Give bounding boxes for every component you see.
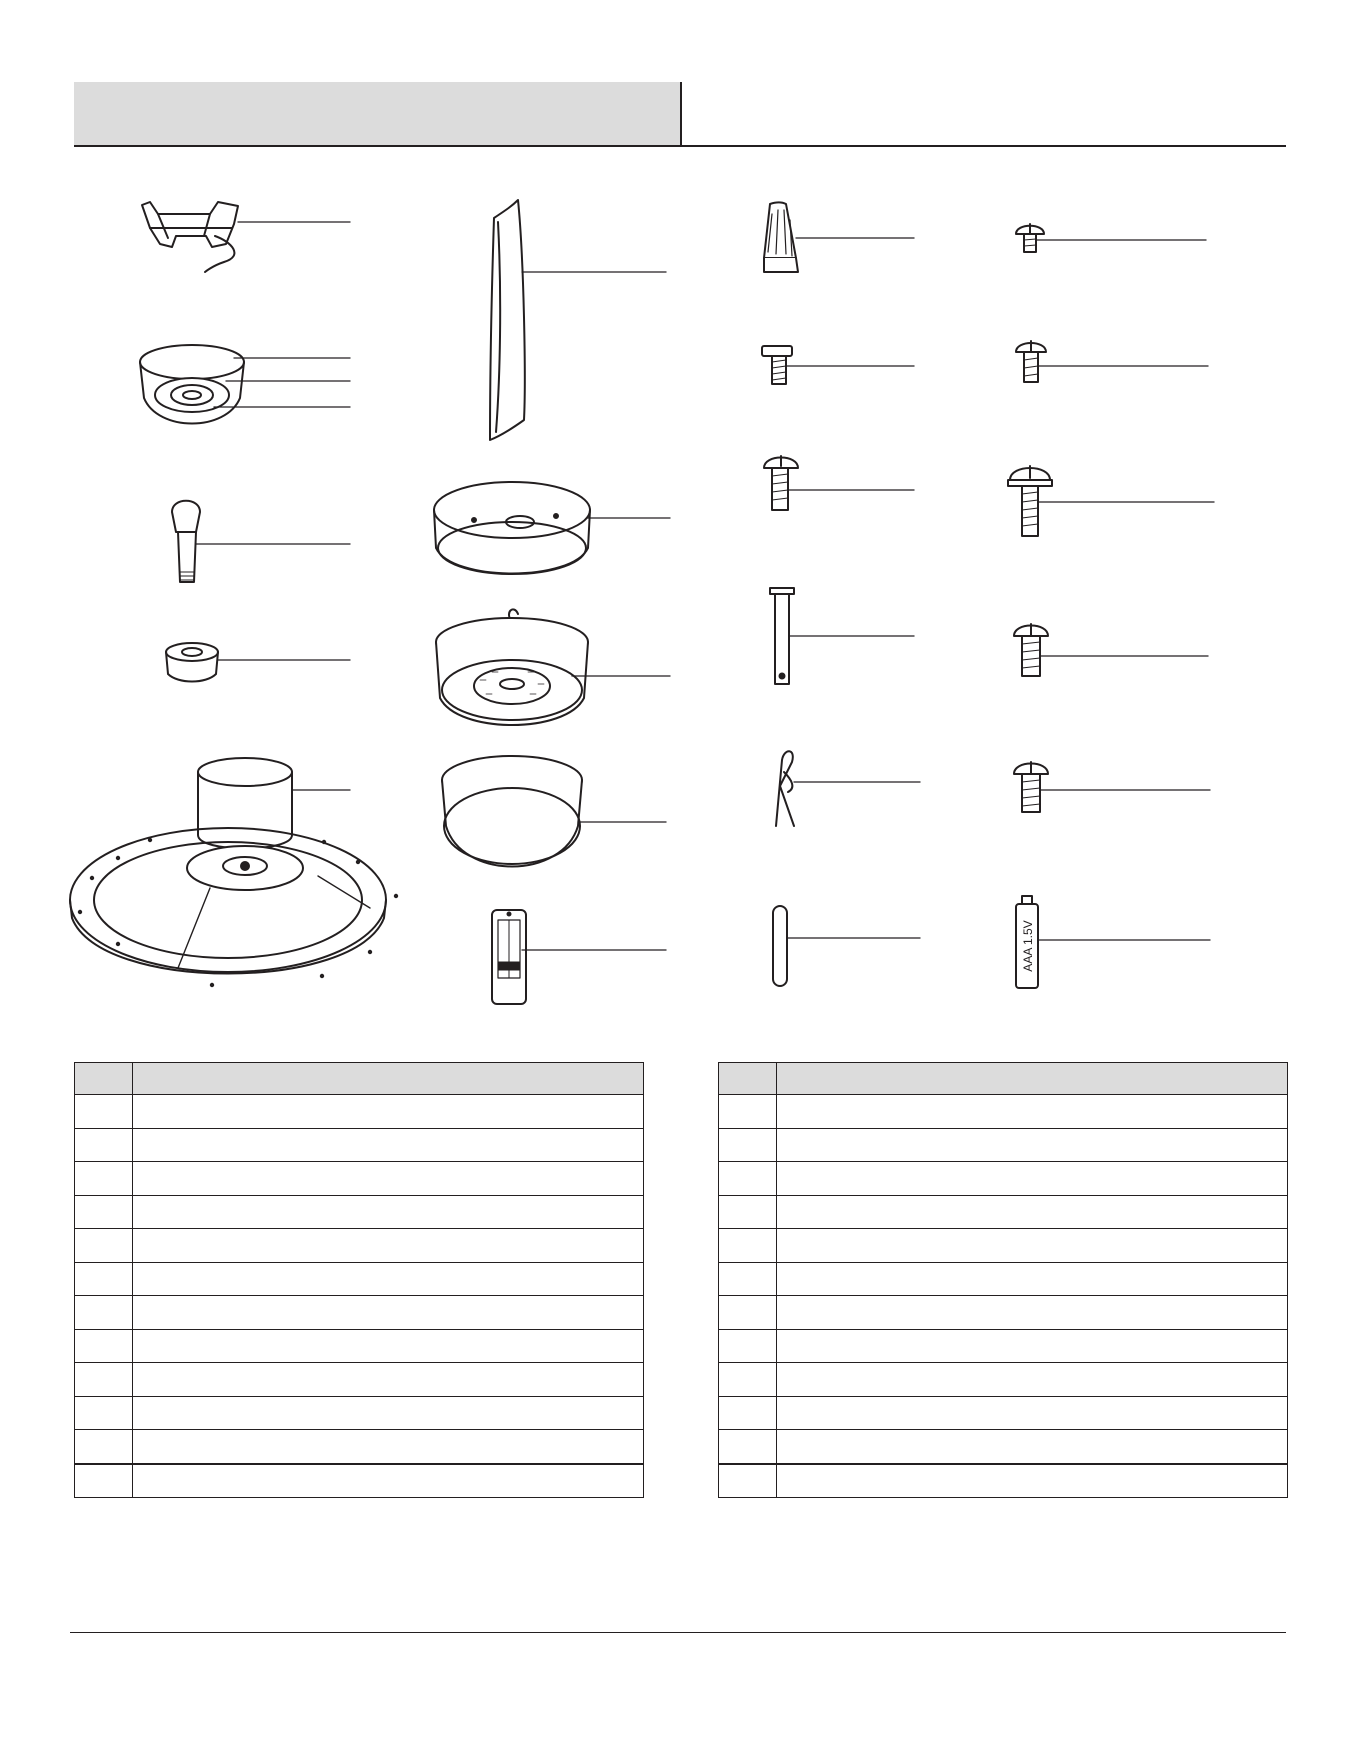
footer-rule [70,1632,1286,1633]
coupling-cover-icon [166,643,350,682]
table-cell [75,1195,133,1229]
table-header-cell [133,1063,644,1095]
table-header-cell [75,1063,133,1095]
table-cell [719,1195,777,1229]
table-cell [133,1396,644,1430]
table-cell [75,1363,133,1397]
table-cell [75,1430,133,1464]
aaa-battery-icon [1016,896,1210,988]
table-row [75,1329,644,1363]
table-header-cell [777,1063,1288,1095]
table-cell [777,1262,1288,1296]
table-cell [75,1262,133,1296]
table-row [719,1262,1288,1296]
table-cell [133,1162,644,1196]
table-cell [133,1464,644,1498]
table-row [75,1262,644,1296]
table-cell [777,1095,1288,1129]
table-row [75,1363,644,1397]
table-row [719,1329,1288,1363]
large-screw-icon [1014,624,1208,676]
table-cell [75,1162,133,1196]
table-cell [719,1262,777,1296]
table-cell [777,1195,1288,1229]
table-cell [133,1296,644,1330]
table-row [75,1229,644,1263]
table-cell [719,1396,777,1430]
table-row [75,1095,644,1129]
clevis-pin-icon [770,588,914,684]
table-row [75,1128,644,1162]
table-cell [75,1464,133,1498]
battery-label: AAA 1.5V [1021,920,1035,972]
table-cell [133,1095,644,1129]
thumb-screw-icon [762,346,914,384]
table-row [75,1396,644,1430]
wire-connector-icon [764,203,914,273]
table-cell [777,1296,1288,1330]
table-cell [777,1464,1288,1498]
table-row [75,1162,644,1196]
remote-control-icon [492,910,666,1004]
small-screw-icon [1016,224,1206,252]
canopy-icon [140,345,350,424]
table-cell [719,1296,777,1330]
table-cell [719,1329,777,1363]
table-row [719,1162,1288,1196]
downrod-icon [172,501,350,582]
table-cell [75,1128,133,1162]
table-row [719,1296,1288,1330]
table-row [75,1195,644,1229]
parts-table-left [74,1062,644,1498]
table-cell [133,1329,644,1363]
table-cell [719,1128,777,1162]
light-cover-icon [442,756,666,867]
motor-assembly-icon [70,758,398,987]
table-row [719,1396,1288,1430]
table-cell [777,1229,1288,1263]
table-row [719,1095,1288,1129]
table-cell [133,1195,644,1229]
table-cell [719,1095,777,1129]
blade-icon [490,200,666,440]
table-row [75,1430,644,1464]
table-row [719,1195,1288,1229]
light-kit-housing-icon [434,482,670,574]
table-row [719,1229,1288,1263]
table-cell [133,1262,644,1296]
table-row [719,1464,1288,1498]
hanging-bracket-icon [142,202,350,272]
table-cell [777,1363,1288,1397]
table-header-row [75,1063,644,1095]
table-cell [777,1128,1288,1162]
table-cell [719,1229,777,1263]
parts-table-right [718,1062,1288,1498]
table-cell [777,1396,1288,1430]
table-cell [75,1329,133,1363]
screw-icon [764,456,914,510]
table-row [719,1128,1288,1162]
table-cell [719,1363,777,1397]
table-header-cell [719,1063,777,1095]
table-cell [719,1464,777,1498]
table-header-row [719,1063,1288,1095]
blade-screw-icon [1008,466,1214,536]
table-cell [777,1329,1288,1363]
table-cell [75,1396,133,1430]
table-cell [75,1095,133,1129]
table-cell [133,1363,644,1397]
table-cell [777,1430,1288,1464]
table-cell [719,1162,777,1196]
hairpin-clip-icon [776,751,920,826]
table-row [719,1430,1288,1464]
table-row [75,1296,644,1330]
led-light-board-icon [436,609,670,725]
pin-icon [773,906,920,986]
table-cell [75,1296,133,1330]
table-cell [777,1162,1288,1196]
table-cell [133,1430,644,1464]
table-cell [133,1229,644,1263]
table-row [75,1464,644,1498]
table-cell [133,1128,644,1162]
table-cell [75,1229,133,1263]
table-row [719,1363,1288,1397]
screw-icon [1016,341,1208,382]
large-screw-icon [1014,762,1210,812]
table-cell [719,1430,777,1464]
